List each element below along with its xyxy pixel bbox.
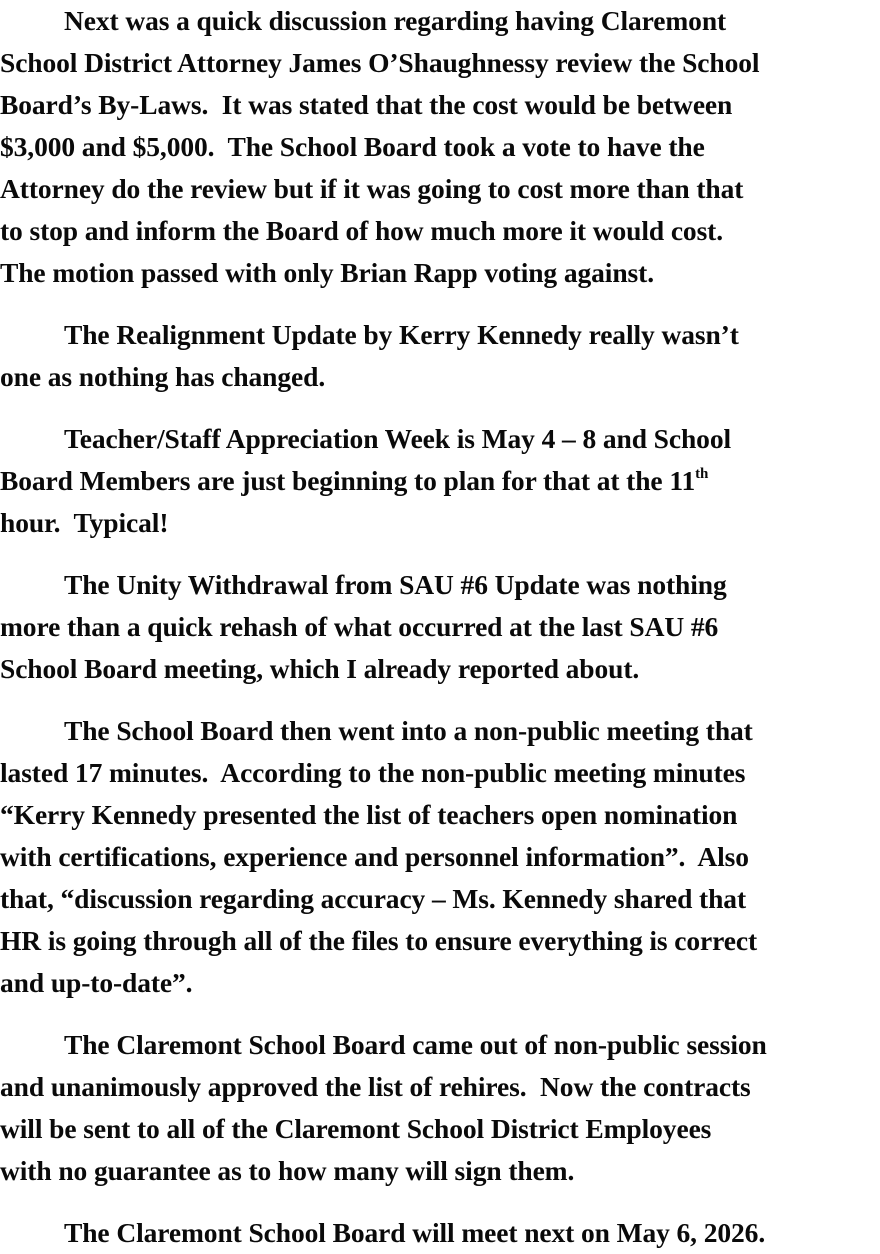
text-line: The Unity Withdrawal from SAU #6 Update was nothing [64,569,727,600]
paragraph-next-meeting [0,1212,880,1254]
text-line: The Claremont School Board came out of non-public session [64,1029,767,1060]
text-line: with certifications, experience and personnel information”. Also [0,841,749,872]
text-line: with no guarantee as to how many will sign them. [0,1155,575,1186]
paragraph-gap [0,690,880,710]
paragraph-realignment-update [0,314,880,398]
text-line-content: Board Members are just beginning to plan for that at the 11 [0,465,696,496]
text-line: hour. Typical! [0,507,169,538]
text-line: more than a quick rehash of what occurred at the last SAU #6 [0,611,719,642]
paragraph-unity-withdrawal [0,564,880,690]
text-line: and up-to-date”. [0,967,193,998]
text-line: Teacher/Staff Appreciation Week is May 4 – 8 and School [64,423,732,454]
paragraph-appreciation-week [0,418,880,544]
text-line: that, “discussion regarding accuracy – Ms. Kennedy shared that [0,883,747,914]
text-line: one as nothing has changed. [0,361,326,392]
paragraph-gap [0,398,880,418]
text-line: HR is going through all of the files to ensure everything is correct [0,925,758,956]
text-line: The School Board then went into a non-public meeting that [64,715,753,746]
paragraph-gap [0,1192,880,1212]
paragraph-gap [0,1004,880,1024]
text-line: School District Attorney James O’Shaughnessy review the School [0,47,760,78]
paragraph-non-public-meeting [0,710,880,1004]
text-line: School Board meeting, which I already reported about. [0,653,640,684]
paragraph-bylaws-review [0,0,880,294]
text-line: The Realignment Update by Kerry Kennedy really wasn’t [64,319,739,350]
text-line: $3,000 and $5,000. The School Board took a vote to have the [0,131,705,162]
text-line: “Kerry Kennedy presented the list of teachers open nomination [0,799,738,830]
text-line: Attorney do the review but if it was going to cost more than that [0,173,744,204]
ordinal-superscript: th [695,466,709,482]
paragraph-gap [0,294,880,314]
text-line: will be sent to all of the Claremont School District Employees [0,1113,712,1144]
text-line [0,460,880,502]
text-line: The motion passed with only Brian Rapp voting against. [0,257,654,288]
paragraph-rehires-approved [0,1024,880,1192]
text-line: to stop and inform the Board of how much more it would cost. [0,215,724,246]
text-line: and unanimously approved the list of rehires. Now the contracts [0,1071,751,1102]
text-line: lasted 17 minutes. According to the non-public meeting minutes [0,757,746,788]
text-line: The Claremont School Board will meet next on May 6, 2026. [64,1217,766,1248]
paragraph-gap [0,544,880,564]
text-line: Board’s By-Laws. It was stated that the cost would be between [0,89,733,120]
text-line: Next was a quick discussion regarding having Claremont [64,5,727,36]
